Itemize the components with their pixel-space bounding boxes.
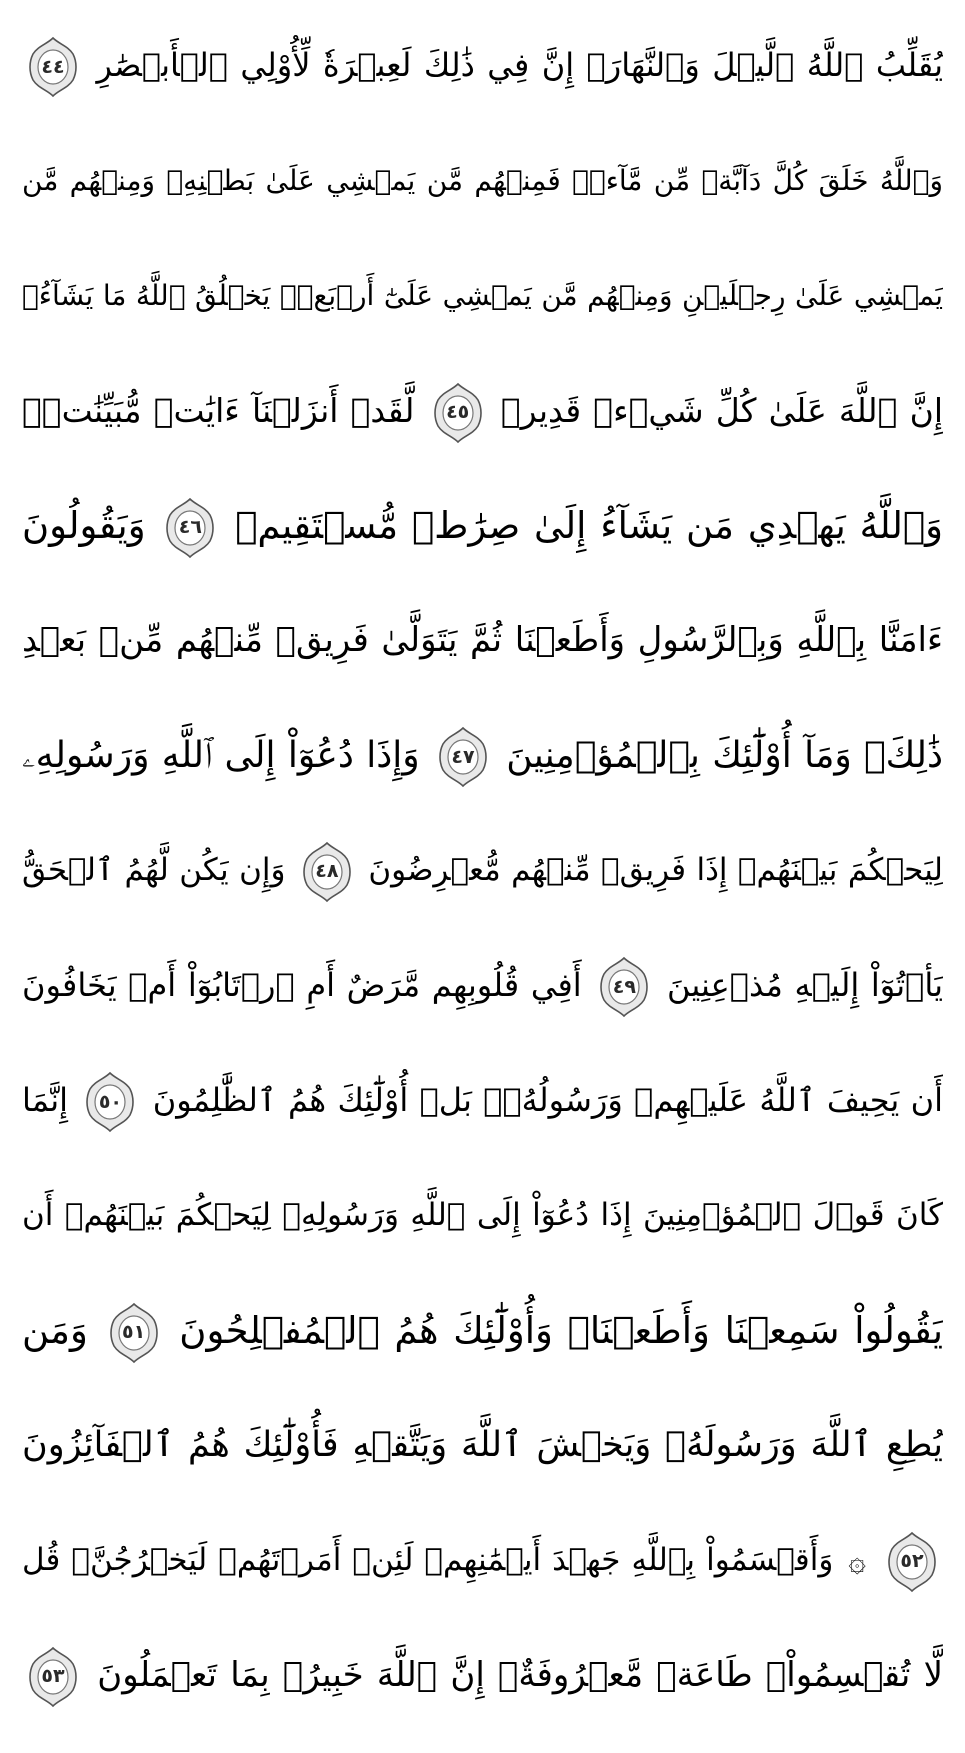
- ayah-number: ٤٤: [41, 55, 65, 78]
- verse-line: [22, 813, 943, 928]
- verse-line: [22, 1043, 943, 1158]
- verse-line: [22, 1158, 943, 1273]
- ayah-number-marker: [28, 1646, 78, 1708]
- verse-line: [22, 123, 943, 238]
- verse-line: [22, 468, 943, 583]
- ayah-number: ٤٨: [315, 860, 339, 882]
- ayah-number-marker: [887, 1531, 937, 1593]
- verse-text: وَٱللَّهُ خَلَقَ كُلَّ دَآبَّةٖ مِّن مَّآءٖۖ فَمِنۡهُم مَّن يَمۡشِي عَلَىٰ بَطۡنِهِۦ وَمِنۡهُم مَّن: [22, 164, 943, 197]
- verse-line: [22, 8, 943, 123]
- verse-text: لِيَحۡكُمَ بَيۡنَهُمۡ إِذَا فَرِيقٞ مِّنۡهُم مُّعۡرِضُونَ: [368, 852, 943, 888]
- verse-lines: [22, 8, 943, 1733]
- verse-text: يُطِعِ ٱللَّهَ وَرَسُولَهُۥ وَيَخۡشَ ٱللَّهَ وَيَتَّقۡهِ فَأُوْلَٰٓئِكَ هُمُ ٱلۡفَآئِزُونَ: [22, 1425, 943, 1465]
- ayah-number-marker: [109, 1302, 159, 1364]
- verse-line: [22, 583, 943, 698]
- verse-text: يَمۡشِي عَلَىٰ رِجۡلَيۡنِ وَمِنۡهُم مَّن يَمۡشِي عَلَىٰٓ أَرۡبَعٖۚ يَخۡلُقُ ٱللَّهُ مَا يَشَآءُۚ: [22, 279, 943, 312]
- ayah-number: ٥٢: [900, 1550, 924, 1572]
- verse-text: وَأَقۡسَمُواْ بِٱللَّهِ جَهۡدَ أَيۡمَٰنِهِمۡ لَئِنۡ أَمَرۡتَهُمۡ لَيَخۡرُجُنَّۖ قُل: [22, 1542, 834, 1578]
- verse-line: [22, 928, 943, 1043]
- verse-line: [22, 238, 943, 353]
- verse-line: [22, 1273, 943, 1388]
- ayah-number: ٤٩: [612, 975, 636, 998]
- ayah-number: ٥٣: [41, 1665, 65, 1687]
- rub-el-hizb-icon: ۞: [848, 1544, 866, 1579]
- verse-text: أَفِي قُلُوبِهِم مَّرَضٌ أَمِ ٱرۡتَابُوٓاْ أَمۡ يَخَافُونَ: [22, 966, 582, 1004]
- ayah-number: ٤٦: [178, 516, 202, 538]
- ayah-number: ٥١: [121, 1321, 146, 1343]
- verse-text: يَأۡتُوٓاْ إِلَيۡهِ مُذۡعِنِينَ: [667, 966, 943, 1004]
- verse-text: إِنَّ ٱللَّهَ عَلَىٰ كُلِّ شَيۡءٖ قَدِيرٞ: [500, 391, 943, 430]
- verse-text: وَيَقُولُونَ: [22, 504, 146, 547]
- verse-line: [22, 1388, 943, 1503]
- ayah-number-marker: [28, 36, 78, 98]
- verse-text: أَن يَحِيفَ ٱللَّهُ عَلَيۡهِمۡ وَرَسُولُهُۥۚ بَلۡ أُوْلَٰٓئِكَ هُمُ ٱلظَّٰلِمُونَ: [152, 1081, 943, 1119]
- verse-line: [22, 698, 943, 813]
- ayah-number-marker: [599, 956, 649, 1018]
- verse-text: وَإِن يَكُن لَّهُمُ ٱلۡحَقُّ: [22, 852, 286, 888]
- ayah-number-marker: [433, 382, 483, 444]
- ayah-number: ٥٠: [98, 1090, 123, 1113]
- verse-text: وَمَن: [22, 1309, 88, 1352]
- verse-text: ذَٰلِكَۚ وَمَآ أُوْلَٰٓئِكَ بِٱلۡمُؤۡمِنِينَ: [506, 735, 943, 776]
- verse-text: ءَامَنَّا بِٱللَّهِ وَبِٱلرَّسُولِ وَأَطَعۡنَا ثُمَّ يَتَوَلَّىٰ فَرِيقٞ مِّنۡهُم مِّنۢ بَعۡدِ: [22, 620, 943, 660]
- verse-line: [22, 1503, 943, 1618]
- verse-text: وَإِذَا دُعُوٓاْ إِلَى ٱللَّهِ وَرَسُولِهِۦ: [22, 735, 420, 776]
- ayah-number-marker: [165, 497, 215, 559]
- verse-text: إِنَّمَا: [22, 1081, 69, 1119]
- verse-line: [22, 1618, 943, 1733]
- ayah-number-marker: [302, 841, 352, 903]
- verse-text: يُقَلِّبُ ٱللَّهُ ٱلَّيۡلَ وَٱلنَّهَارَۚ إِنَّ فِي ذَٰلِكَ لَعِبۡرَةٗ لِّأُوْلِي ٱلۡأَبۡصَٰرِ: [96, 46, 943, 84]
- verse-text: لَّقَدۡ أَنزَلۡنَآ ءَايَٰتٖ مُّبَيِّنَٰتٖۚ: [22, 391, 415, 430]
- ayah-number-marker: [85, 1071, 135, 1133]
- ayah-number: ٤٧: [451, 745, 475, 768]
- verse-text: وَٱللَّهُ يَهۡدِي مَن يَشَآءُ إِلَىٰ صِرَٰطٖ مُّسۡتَقِيمٖ: [235, 504, 943, 547]
- verse-text: يَقُولُواْ سَمِعۡنَا وَأَطَعۡنَاۚ وَأُوْلَٰٓئِكَ هُمُ ٱلۡمُفۡلِحُونَ: [179, 1309, 943, 1352]
- verse-text: لَّا تُقۡسِمُواْۖ طَاعَةٞ مَّعۡرُوفَةٌۚ إِنَّ ٱللَّهَ خَبِيرُۢ بِمَا تَعۡمَلُونَ: [97, 1655, 943, 1695]
- verse-line: [22, 353, 943, 468]
- ayah-number: ٤٥: [446, 401, 470, 423]
- verse-text: كَانَ قَوۡلَ ٱلۡمُؤۡمِنِينَ إِذَا دُعُوٓاْ إِلَى ٱللَّهِ وَرَسُولِهِۦ لِيَحۡكُمَ بَيۡنَهُمۡ أَن: [22, 1197, 943, 1233]
- ayah-number-marker: [438, 726, 488, 788]
